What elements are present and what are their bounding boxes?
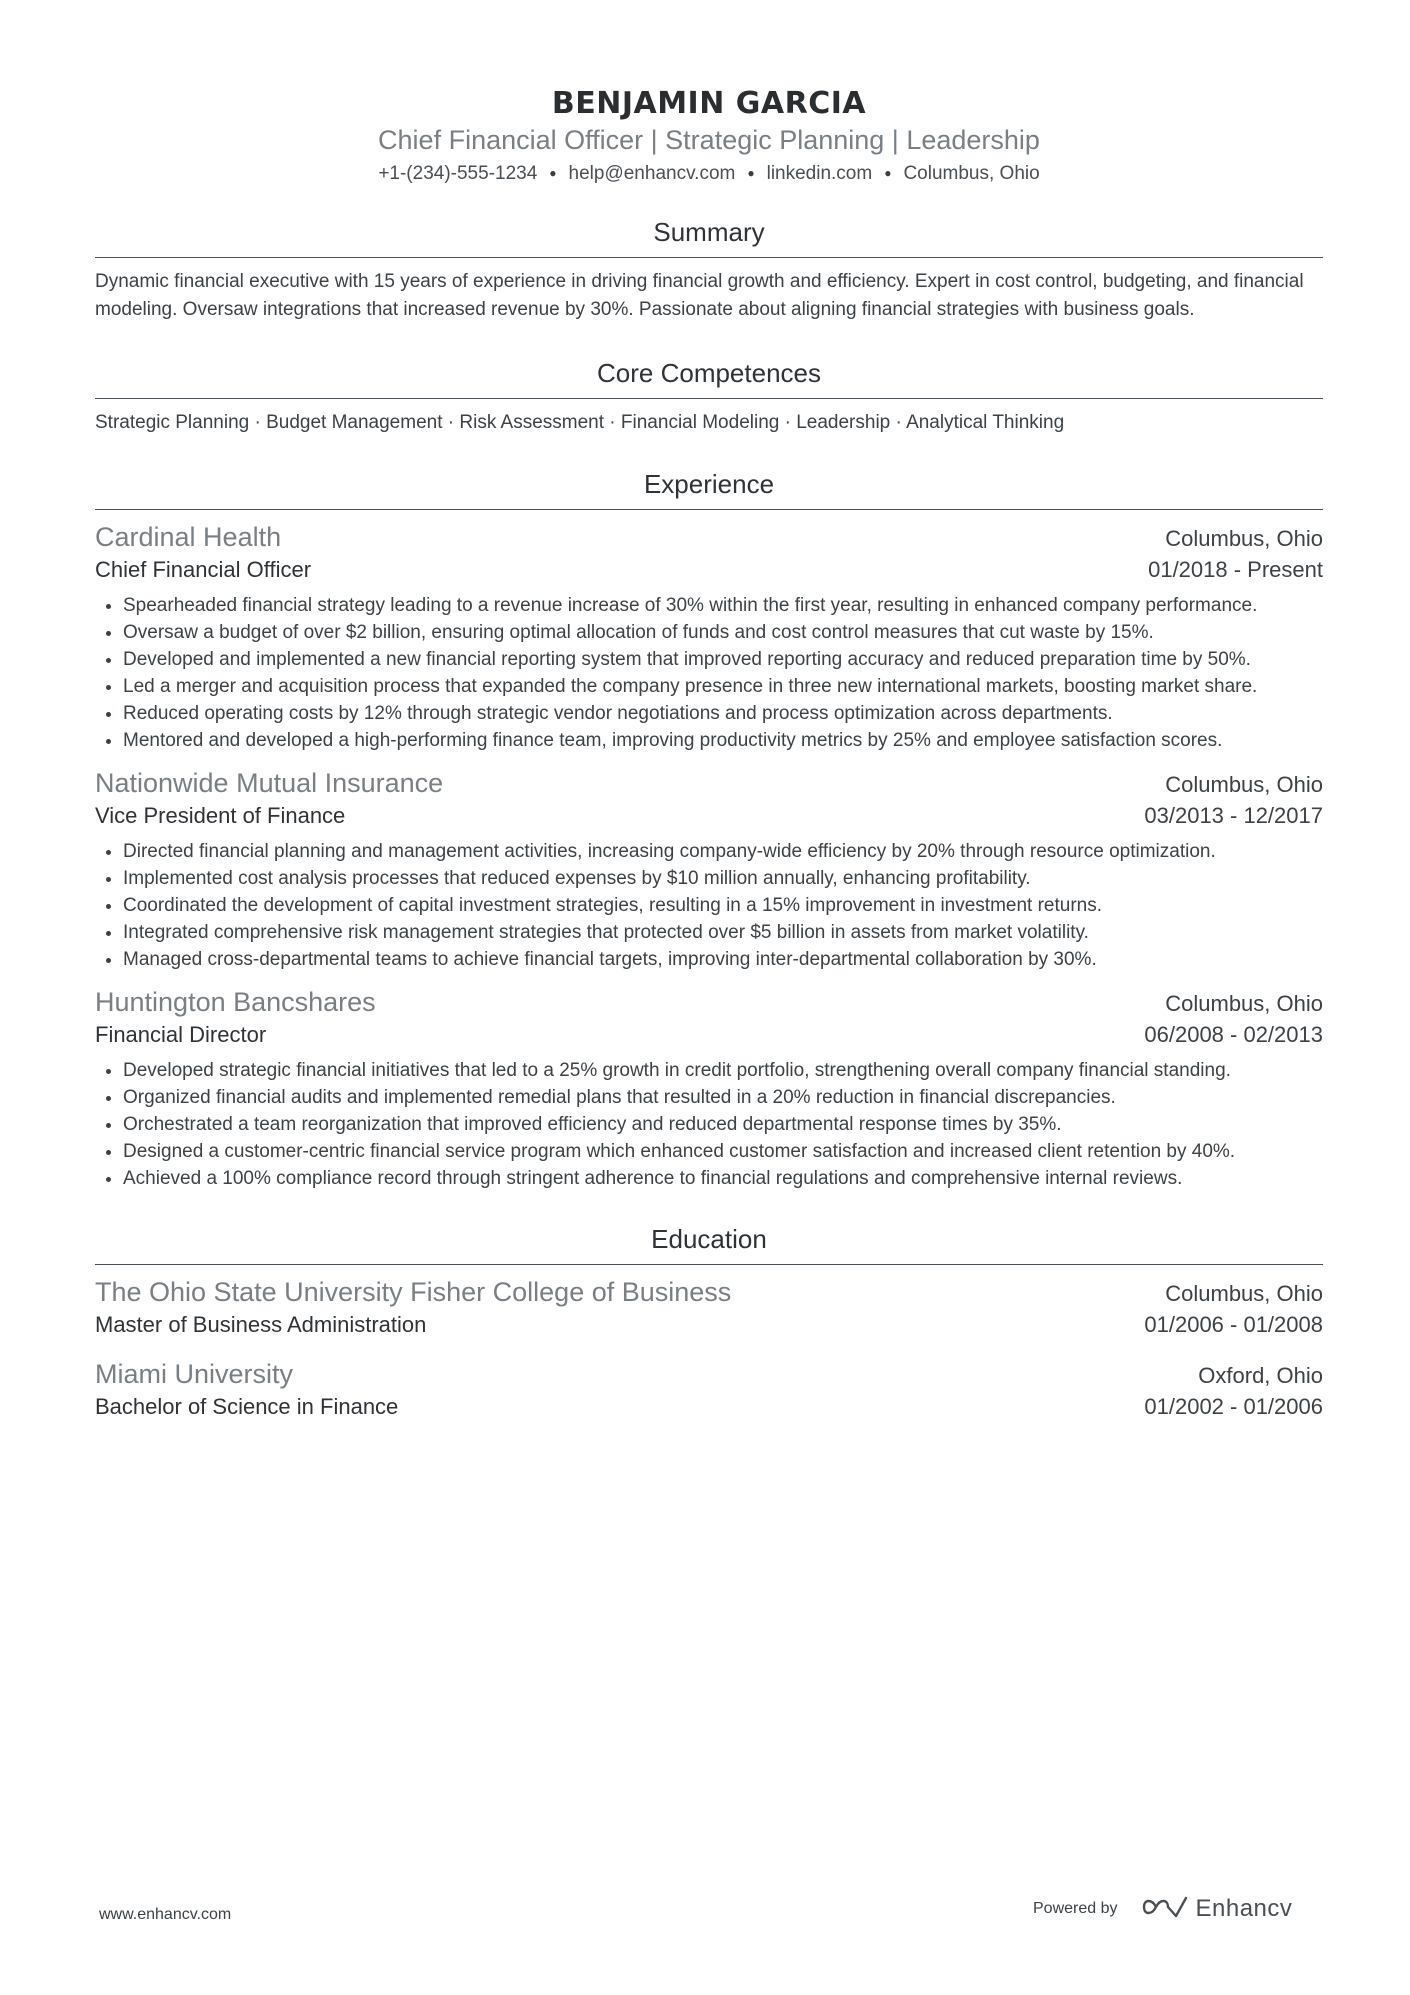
bullet-item: • Orchestrated a team reorganization that improved efficiency and reduced departmental response times by 35%. bbox=[123, 1111, 1323, 1138]
bullet-item: • Managed cross-departmental teams to achieve financial targets, improving inter-departmental collaboration by 30%. bbox=[123, 946, 1323, 973]
school-name: The Ohio State University Fisher College of Business bbox=[95, 1277, 732, 1307]
school-name: Miami University bbox=[95, 1359, 294, 1389]
contact-info bbox=[95, 160, 1323, 187]
candidate-name: BENJAMIN GARCIA bbox=[551, 86, 867, 121]
resume-header bbox=[95, 0, 1323, 187]
bullet-item: • Coordinated the development of capital investment strategies, resulting in a 15% improvement in investment returns. bbox=[123, 892, 1323, 919]
summary-title: Summary bbox=[95, 215, 1323, 258]
enhancv-logo-icon bbox=[1142, 1896, 1188, 1923]
bullet-item: • Organized financial audits and implemented remedial plans that resulted in a 20% reduction in financial discrepancies. bbox=[123, 1084, 1323, 1111]
experience-entry bbox=[95, 766, 1323, 973]
education-title: Education bbox=[95, 1222, 1323, 1265]
job-dates: 06/2008 - 02/2013 bbox=[1144, 1022, 1323, 1047]
job-location: Columbus, Ohio bbox=[1165, 526, 1323, 551]
bullet-separator: ● bbox=[884, 166, 892, 180]
school-location: Columbus, Ohio bbox=[1165, 1281, 1323, 1306]
experience-section bbox=[95, 467, 1323, 1192]
bullet-item: • Implemented cost analysis processes that reduced expenses by $10 million annually, enhancing profitability. bbox=[123, 865, 1323, 892]
degree-name: Bachelor of Science in Finance bbox=[95, 1394, 399, 1419]
experience-entry bbox=[95, 985, 1323, 1192]
degree-name: Master of Business Administration bbox=[95, 1312, 427, 1337]
bullet-item: • Mentored and developed a high-performing finance team, improving productivity metrics by 25% and employee satisfaction scores. bbox=[123, 727, 1323, 754]
bullet-item: • Achieved a 100% compliance record through stringent adherence to financial regulations and comprehensive internal reviews. bbox=[123, 1165, 1323, 1192]
company-name: Nationwide Mutual Insurance bbox=[95, 768, 444, 798]
contact-location: Columbus, Ohio bbox=[903, 163, 1040, 184]
education-entry bbox=[95, 1275, 1323, 1341]
summary-section bbox=[95, 215, 1323, 324]
job-location: Columbus, Ohio bbox=[1165, 772, 1323, 797]
bullet-item: • Spearheaded financial strategy leading to a revenue increase of 30% within the first year, resulting in enhanced company performance. bbox=[123, 592, 1323, 619]
contact-email[interactable]: help@enhancv.com bbox=[568, 163, 736, 184]
bullet-item: • Directed financial planning and management activities, increasing company-wide efficiency by 20% through resource optimization. bbox=[123, 838, 1323, 865]
bullet-item: • Led a merger and acquisition process that expanded the company presence in three new international markets, boosting market share. bbox=[123, 673, 1323, 700]
competences-section bbox=[95, 356, 1323, 437]
contact-linkedin[interactable]: linkedin.com bbox=[766, 163, 873, 184]
enhancv-brand: Enhancv bbox=[1195, 1895, 1293, 1922]
job-dates: 01/2018 - Present bbox=[1148, 557, 1323, 582]
footer-branding bbox=[1033, 1895, 1292, 1923]
school-dates: 01/2002 - 01/2006 bbox=[1144, 1394, 1323, 1419]
candidate-headline: Chief Financial Officer | Strategic Planning | Leadership bbox=[378, 125, 1040, 155]
job-location: Columbus, Ohio bbox=[1165, 991, 1323, 1016]
powered-by-label: Powered by bbox=[1033, 1900, 1118, 1917]
job-bullets bbox=[95, 592, 1323, 754]
bullet-item: • Oversaw a budget of over $2 billion, ensuring optimal allocation of funds and cost control measures that cut waste by 15%. bbox=[123, 619, 1323, 646]
company-name: Cardinal Health bbox=[95, 522, 282, 552]
job-role: Chief Financial Officer bbox=[95, 557, 312, 582]
job-bullets bbox=[95, 838, 1323, 973]
summary-text: Dynamic financial executive with 15 years of experience in driving financial growth and efficiency. Expert in cost control, budgeting, and financial modeling. Oversaw integrations that increased revenue by 30%. Passionate about aligning financial strategies with business goals. bbox=[95, 271, 1304, 320]
school-location: Oxford, Ohio bbox=[1198, 1363, 1323, 1388]
experience-entry bbox=[95, 520, 1323, 754]
bullet-item: • Designed a customer-centric financial service program which enhanced customer satisfaction and increased client retention by 40%. bbox=[123, 1138, 1323, 1165]
bullet-item: • Reduced operating costs by 12% through strategic vendor negotiations and process optimization across departments. bbox=[123, 700, 1323, 727]
contact-phone: +1-(234)-555-1234 bbox=[378, 163, 538, 184]
competences-text: Strategic Planning · Budget Management · Risk Assessment · Financial Modeling · Leadership · Analytical Thinking bbox=[95, 412, 1065, 433]
resume-page bbox=[95, 0, 1323, 1423]
education-section bbox=[95, 1222, 1323, 1423]
company-name: Huntington Bancshares bbox=[95, 987, 376, 1017]
job-bullets bbox=[95, 1057, 1323, 1192]
bullet-item: • Developed strategic financial initiatives that led to a 25% growth in credit portfolio, strengthening overall company financial standing. bbox=[123, 1057, 1323, 1084]
bullet-separator: ● bbox=[549, 166, 557, 180]
experience-title: Experience bbox=[95, 467, 1323, 510]
competences-title: Core Competences bbox=[95, 356, 1323, 399]
job-role: Vice President of Finance bbox=[95, 803, 346, 828]
bullet-item: • Developed and implemented a new financial reporting system that improved reporting accuracy and reduced preparation time by 50%. bbox=[123, 646, 1323, 673]
job-role: Financial Director bbox=[95, 1022, 267, 1047]
bullet-separator: ● bbox=[747, 166, 755, 180]
bullet-item: • Integrated comprehensive risk management strategies that protected over $5 billion in assets from market volatility. bbox=[123, 919, 1323, 946]
job-dates: 03/2013 - 12/2017 bbox=[1144, 803, 1323, 828]
footer-website[interactable]: www.enhancv.com bbox=[99, 1906, 232, 1923]
school-dates: 01/2006 - 01/2008 bbox=[1144, 1312, 1323, 1337]
education-entry bbox=[95, 1357, 1323, 1423]
